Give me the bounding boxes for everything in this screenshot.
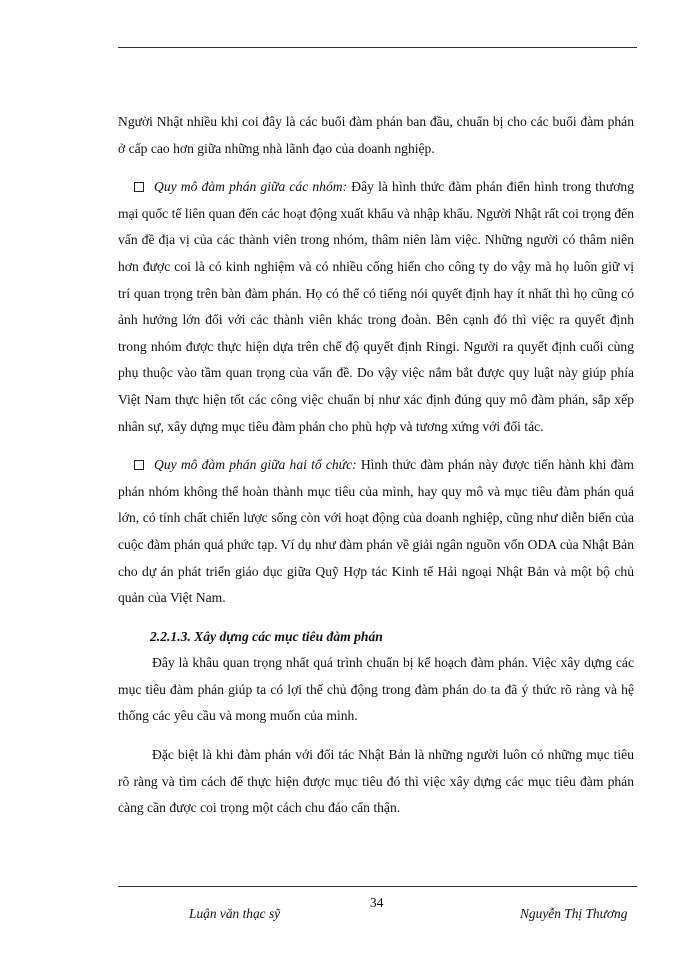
footer-rule [118, 886, 637, 887]
square-bullet-icon [134, 182, 144, 192]
bullet-title: Quy mô đàm phán giữa các nhóm: [154, 179, 348, 195]
header-rule [118, 47, 637, 48]
paragraph-1: Người Nhật nhiều khi coi đây là các buổi đàm phán ban đầu, chuẩn bị cho các buổi đàm phán ở cấp cao hơn giữa những nhà lãnh đạo của doanh nghiệp. [118, 114, 634, 156]
bullet-item-organizations [118, 452, 634, 612]
paragraph-2: Đây là khâu quan trọng nhất quá trình chuẩn bị kế hoạch đàm phán. Việc xây dựng các mục tiêu đàm phán giúp ta có lợi thế chủ động trong đàm phán do ta đã ý thức rõ ràng và hệ thống các yêu cầu và mong muốn của mình. [118, 655, 634, 724]
page-body [118, 109, 634, 822]
footer-author: Nguyễn Thị Thương [520, 906, 628, 921]
bullet-text: Đây là hình thức đàm phán điển hình trong thương mại quốc tế liên quan đến các hoạt động xuất khẩu và nhập khẩu. Người Nhật rất coi trọng đến vấn đề địa vị của các thành viên trong nhóm, thâm niên làm việc. Những người có thâm niên hơn được coi là có kinh nghiệm và có nhiều cống hiến cho công ty do vậy mà họ luôn giữ vị trí quan trọng trên bàn đàm phán. Họ có thể có tiếng nói quyết định hay ít nhất thì họ cũng có ảnh hưởng lớn đối với các thành viên khác trong đoàn. Bên cạnh đó thì việc ra quyết định trong nhóm được thực hiện dựa trên chế độ quyết định Ringi. Người ra quyết định cuối cùng phụ thuộc vào tầm quan trọng của vấn đề. Do vậy việc nắm bắt được quy luật này giúp phía Việt Nam thực hiện tốt các công việc chuẩn bị như xác định đúng quy mô đàm phán, sắp xếp nhân sự, xây dựng mục tiêu đàm phán cho phù hợp và tương xứng với đối tác. [118, 179, 634, 434]
bullet-text: Hình thức đàm phán này được tiến hành khi đàm phán nhóm không thể hoàn thành mục tiêu của mình, hay quy mô và mục tiêu đàm phán quá lớn, có tính chất chiến lược sống còn với hoạt động của doanh nghiệp, cũng như diễn biến của cuộc đàm phán quá phức tạp. Ví dụ như đàm phán về giải ngân nguồn vốn ODA của Nhật Bản cho dự án phát triển giáo dục giữa Quỹ Hợp tác Kinh tế Hải ngoại Nhật Bản và một bộ chủ quản của Việt Nam. [118, 457, 634, 606]
square-bullet-icon [134, 460, 144, 470]
bullet-title: Quy mô đàm phán giữa hai tổ chức: [154, 457, 357, 473]
bullet-item-groups [118, 174, 634, 440]
section-heading: 2.2.1.3. Xây dựng các mục tiêu đàm phán [150, 628, 383, 644]
paragraph-3: Đặc biệt là khi đàm phán với đối tác Nhật Bản là những người luôn có những mục tiêu rõ ràng và tìm cách để thực hiện được mục tiêu đó thì việc xây dựng các mục tiêu đàm phán càng cần được coi trọng một cách chu đáo cẩn thận. [118, 747, 634, 816]
page-number: 34 [370, 895, 384, 910]
footer-thesis-label: Luận văn thạc sỹ [189, 906, 281, 921]
